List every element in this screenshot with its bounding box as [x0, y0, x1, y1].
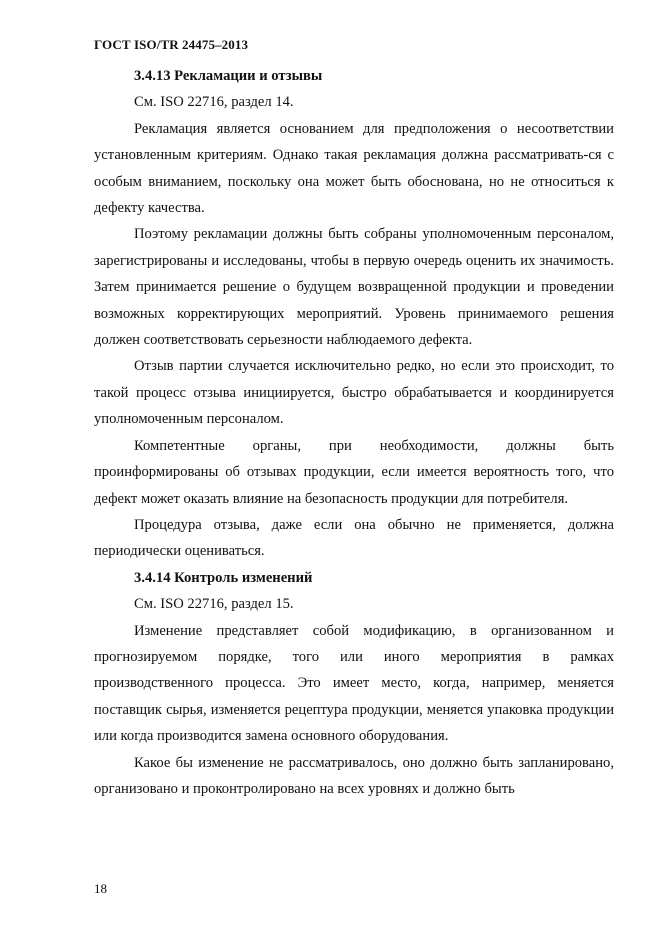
paragraph: Рекламация является основанием для предположения о несоответствии установленным критериям. Однако такая рекламация должна рассматривать-ся с особым вниманием, поскольку она может быть обоснована, но не относиться к дефекту качества.: [94, 120, 614, 217]
standard-code-header: ГОСТ ISO/TR 24475–2013: [94, 37, 249, 52]
section-reference: См. ISO 22716, раздел 15.: [134, 596, 294, 613]
section-heading-complaints-recalls: 3.4.13 Рекламации и отзывы: [134, 68, 323, 84]
paragraph: Компетентные органы, при необходимости, должны быть проинформированы об отзывах продукции, если имеется вероятность того, что дефект может оказать влияние на безопасность продукции для потребителя.: [94, 437, 614, 507]
section-heading-change-control: 3.4.14 Контроль изменений: [134, 569, 313, 586]
paragraph: Отзыв партии случается исключительно редко, но если это происходит, то такой процесс отзыва инициируется, быстро обрабатывается и координируется уполномоченным персоналом.: [94, 358, 614, 428]
section-reference: См. ISO 22716, раздел 14.: [134, 94, 294, 111]
paragraph: Поэтому рекламации должны быть собраны уполномоченным персоналом, зарегистрированы и исследованы, чтобы в первую очередь оценить их значимость. Затем принимается решение о будущем возвращенной продукции и проведении возможных корректирующих мероприятий. Уровень принимаемого решения должен соответствовать серьезности наблюдаемого дефекта.: [94, 226, 614, 349]
section-3-4-13: [94, 63, 614, 565]
paragraph: Какое бы изменение не рассматривалось, оно должно быть запланировано, организовано и проконтролировано на всех уровнях и должно быть: [94, 754, 614, 797]
page-body: [94, 63, 614, 802]
paragraph: Процедура отзыва, даже если она обычно не применяется, должна периодически оцениваться.: [94, 516, 614, 560]
paragraph: Изменение представляет собой модификацию, в организованном и прогнозируемом порядке, того или иного мероприятия в рамках производственного процесса. Это имеет место, когда, например, меняется поставщик сырья, изменяется рецептура продукции, меняется упаковка продукции или когда производится замена основного оборудования.: [94, 622, 614, 745]
section-3-4-14: [94, 565, 614, 803]
page-number: 18: [94, 881, 107, 896]
